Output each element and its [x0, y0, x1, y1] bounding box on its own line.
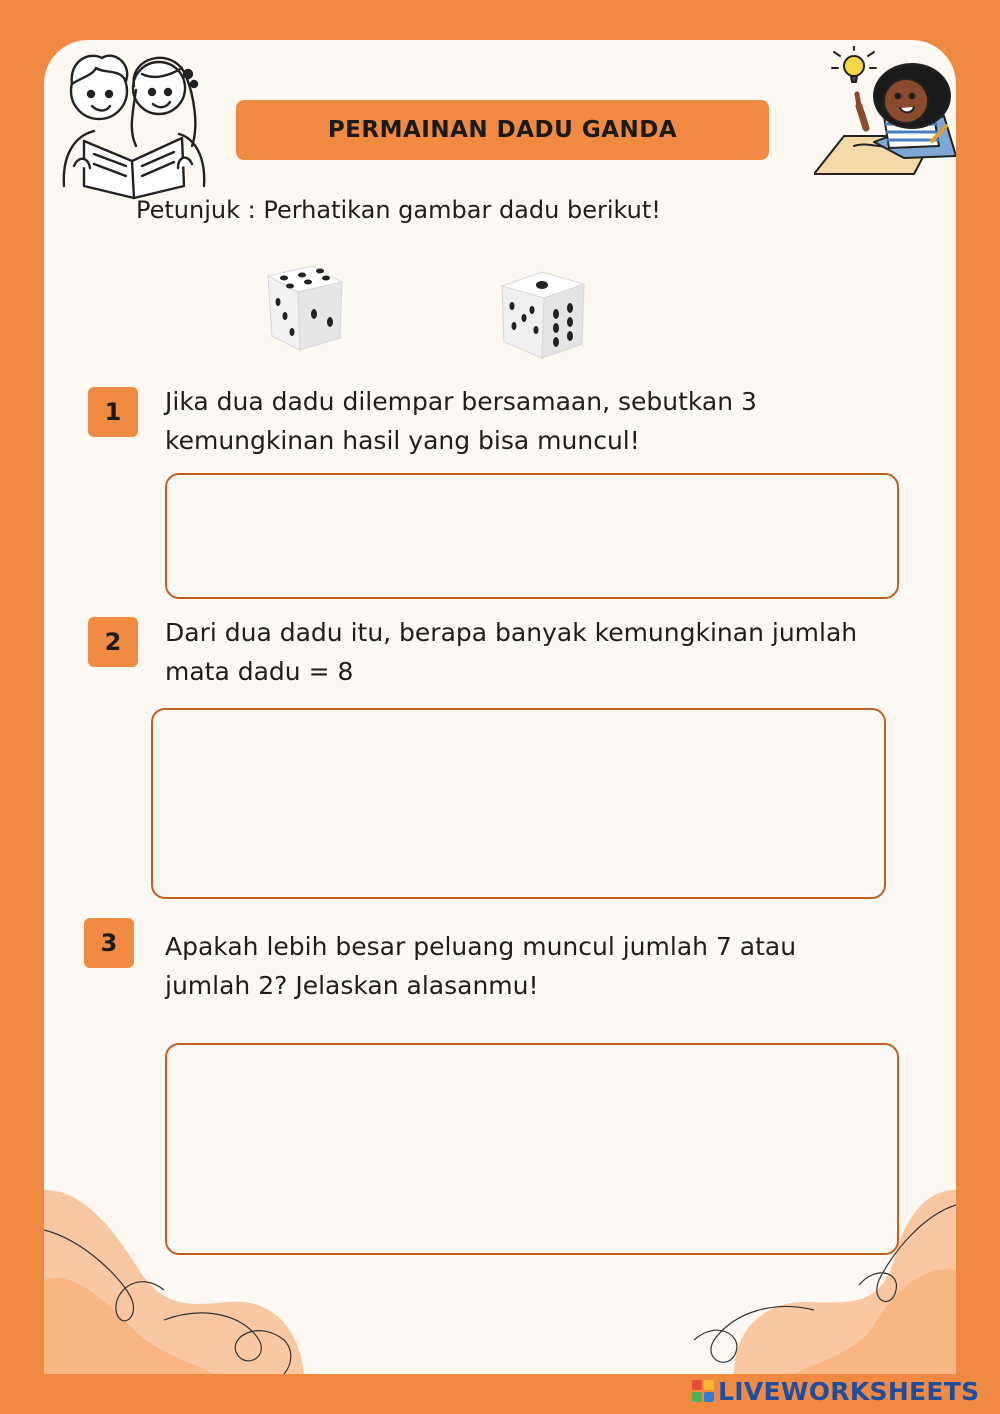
question-3-text	[165, 927, 796, 1005]
answer-1-input[interactable]	[165, 473, 899, 599]
question-3-number: 3	[84, 918, 134, 968]
die-left	[250, 258, 350, 358]
liveworksheets-brand-text: LIVEWORKSHEETS	[718, 1376, 980, 1406]
question-2-text	[165, 613, 857, 691]
question-3-line-1: Apakah lebih besar peluang muncul jumlah 7 atau	[165, 932, 797, 961]
question-2-number: 2	[88, 617, 138, 667]
question-2-line-1: Dari dua dadu itu, berapa banyak kemungkinan jumlah	[165, 618, 858, 647]
question-3-line-2: jumlah 2? Jelaskan alasanmu!	[165, 971, 539, 1000]
question-1-line-1: Jika dua dadu dilempar bersamaan, sebutkan 3	[165, 387, 757, 416]
liveworksheets-logo	[692, 1378, 979, 1404]
question-1-line-2: kemungkinan hasil yang bisa muncul!	[165, 426, 640, 455]
children-reading-book-illustration	[54, 46, 214, 201]
die-right	[492, 262, 592, 362]
worksheet-title: PERMAINAN DADU GANDA	[236, 100, 769, 160]
question-2-line-2: mata dadu = 8	[165, 657, 354, 686]
girl-with-idea-illustration	[814, 46, 956, 181]
question-1-text	[165, 382, 757, 460]
answer-2-input[interactable]	[151, 708, 886, 899]
instruction-text: Petunjuk : Perhatikan gambar dadu berikut!	[136, 196, 661, 224]
question-1-number: 1	[88, 387, 138, 437]
answer-3-input[interactable]	[165, 1043, 899, 1255]
liveworksheets-logo-icon	[692, 1380, 714, 1402]
